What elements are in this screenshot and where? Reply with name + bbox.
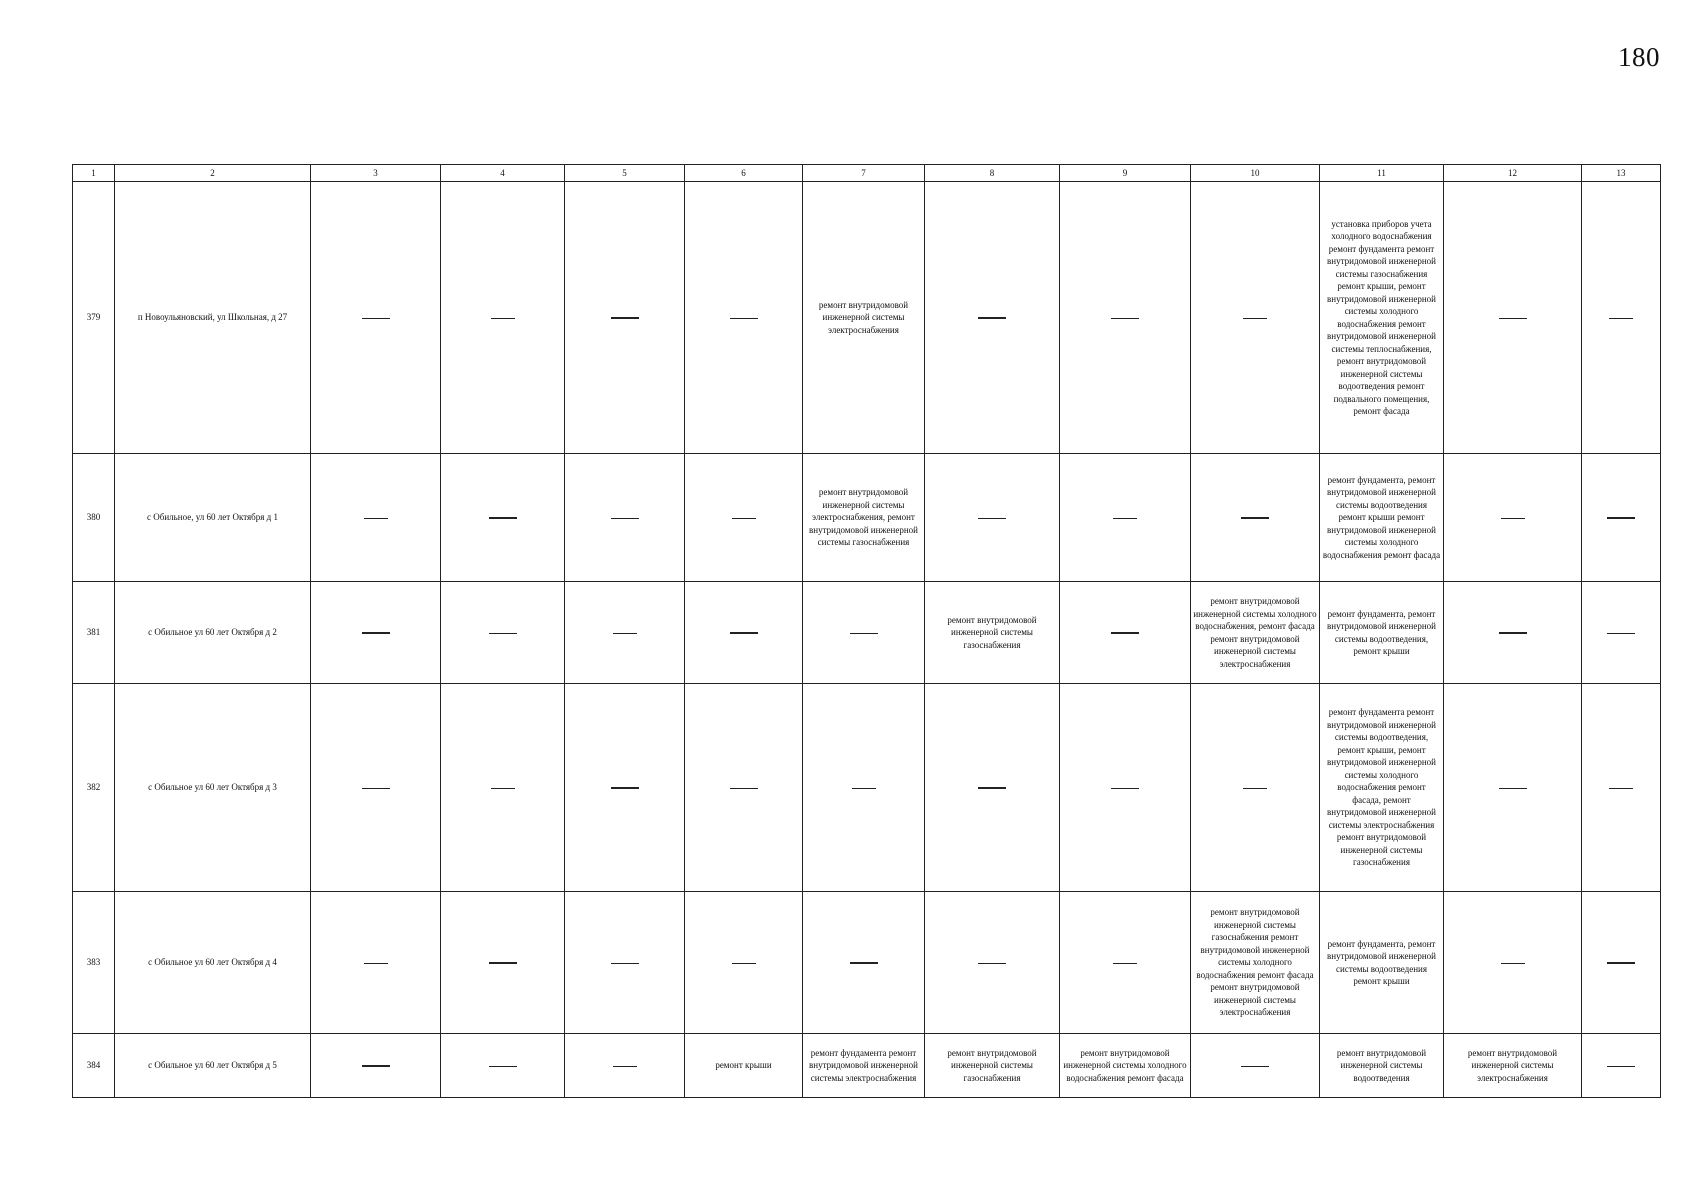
dash-mark [1501, 963, 1525, 964]
dash-mark [1607, 633, 1635, 634]
empty-cell [685, 582, 803, 684]
empty-cell [1060, 582, 1191, 684]
dash-mark [978, 963, 1006, 964]
work-type-cell: ремонт внутридомовой инженерной системы газоснабжения ремонт внутридомовой инженерной системы холодного водоснабжения ремонт фасада ремонт внутридомовой инженерной системы электроснабжения [1191, 892, 1320, 1034]
work-type-cell: ремонт внутридомовой инженерной системы газоснабжения [925, 582, 1060, 684]
dash-mark [732, 963, 756, 964]
empty-cell [925, 182, 1060, 454]
dash-mark [611, 518, 639, 519]
empty-cell [565, 892, 685, 1034]
empty-cell [685, 182, 803, 454]
dash-mark [1499, 318, 1527, 319]
empty-cell [565, 454, 685, 582]
work-type-cell: ремонт внутридомовой инженерной системы холодного водоснабжения, ремонт фасада ремонт внутридомовой инженерной системы электроснабжения [1191, 582, 1320, 684]
empty-cell [565, 1034, 685, 1098]
empty-cell [311, 684, 441, 892]
empty-cell [1060, 684, 1191, 892]
table-row [73, 182, 1661, 454]
work-type-cell: установка приборов учета холодного водоснабжения ремонт фундамента ремонт внутридомовой инженерной системы газоснабжения ремонт крыши, ремонт внутридомовой инженерной системы холодного водоснабжения ремонт внутридомовой инженерной системы теплоснабжения, ремонт внутридомовой инженерной системы водоотведения ремонт подвального помещения, ремонт фасада [1320, 182, 1444, 454]
column-number-row [73, 165, 1661, 182]
dash-mark [1243, 788, 1267, 789]
empty-cell [803, 582, 925, 684]
column-header: 8 [925, 165, 1060, 182]
dash-mark [730, 632, 758, 634]
dash-mark [1607, 962, 1635, 964]
dash-mark [1113, 963, 1137, 964]
empty-cell [1582, 892, 1661, 1034]
dash-mark [978, 787, 1006, 789]
empty-cell [1582, 182, 1661, 454]
empty-cell [925, 454, 1060, 582]
table-row [73, 1034, 1661, 1098]
dash-mark [1111, 632, 1139, 634]
work-type-cell: ремонт фундамента, ремонт внутридомовой инженерной системы водоотведения ремонт крыши [1320, 892, 1444, 1034]
dash-mark [611, 787, 639, 789]
empty-cell [1444, 182, 1582, 454]
dash-mark [978, 518, 1006, 519]
work-type-cell: ремонт крыши [685, 1034, 803, 1098]
dash-mark [732, 518, 756, 519]
row-number: 383 [73, 892, 115, 1034]
empty-cell [1060, 182, 1191, 454]
dash-mark [1607, 517, 1635, 519]
dash-mark [1609, 318, 1633, 319]
empty-cell [311, 182, 441, 454]
empty-cell [803, 892, 925, 1034]
column-header: 2 [115, 165, 311, 182]
dash-mark [362, 632, 390, 634]
row-number: 384 [73, 1034, 115, 1098]
table-row [73, 582, 1661, 684]
empty-cell [1191, 1034, 1320, 1098]
address-cell: с Обильное ул 60 лет Октября д 3 [115, 684, 311, 892]
dash-mark [362, 788, 390, 789]
empty-cell [925, 684, 1060, 892]
empty-cell [441, 582, 565, 684]
column-header: 13 [1582, 165, 1661, 182]
dash-mark [1111, 318, 1139, 319]
empty-cell [311, 454, 441, 582]
row-number: 381 [73, 582, 115, 684]
column-header: 9 [1060, 165, 1191, 182]
empty-cell [565, 684, 685, 892]
dash-mark [491, 318, 515, 319]
empty-cell [685, 892, 803, 1034]
empty-cell [311, 582, 441, 684]
dash-mark [1111, 788, 1139, 789]
address-cell: с Обильное, ул 60 лет Октября д 1 [115, 454, 311, 582]
row-number: 380 [73, 454, 115, 582]
empty-cell [685, 684, 803, 892]
dash-mark [730, 788, 758, 789]
empty-cell [311, 892, 441, 1034]
column-header: 4 [441, 165, 565, 182]
work-type-cell: ремонт внутридомовой инженерной системы водоотведения [1320, 1034, 1444, 1098]
dash-mark [489, 1066, 517, 1067]
dash-mark [362, 1065, 390, 1067]
dash-mark [1113, 518, 1137, 519]
empty-cell [1444, 582, 1582, 684]
empty-cell [925, 892, 1060, 1034]
address-cell: п Новоульяновский, ул Школьная, д 27 [115, 182, 311, 454]
empty-cell [1582, 1034, 1661, 1098]
address-cell: с Обильное ул 60 лет Октября д 2 [115, 582, 311, 684]
work-type-cell: ремонт внутридомовой инженерной системы газоснабжения [925, 1034, 1060, 1098]
empty-cell [441, 182, 565, 454]
work-type-cell: ремонт фундамента, ремонт внутридомовой инженерной системы водоотведения ремонт крыши ремонт внутридомовой инженерной системы холодного водоснабжения ремонт фасада [1320, 454, 1444, 582]
dash-mark [850, 633, 878, 634]
dash-mark [1241, 1066, 1269, 1067]
work-type-cell: ремонт фундамента ремонт внутридомовой инженерной системы водоотведения, ремонт крыши, ремонт внутридомовой инженерной системы холодного водоснабжения ремонт фасада, ремонт внутридомовой инженерной системы электроснабжения ремонт внутридомовой инженерной системы газоснабжения [1320, 684, 1444, 892]
empty-cell [803, 684, 925, 892]
column-header: 10 [1191, 165, 1320, 182]
empty-cell [685, 454, 803, 582]
column-header: 11 [1320, 165, 1444, 182]
empty-cell [1582, 454, 1661, 582]
empty-cell [1191, 454, 1320, 582]
table-row [73, 684, 1661, 892]
dash-mark [1241, 517, 1269, 519]
capital-repair-table [72, 164, 1661, 1098]
empty-cell [441, 1034, 565, 1098]
work-type-cell: ремонт внутридомовой инженерной системы холодного водоснабжения ремонт фасада [1060, 1034, 1191, 1098]
page-number: 180 [1618, 42, 1660, 72]
dash-mark [1499, 632, 1527, 634]
dash-mark [491, 788, 515, 789]
row-number: 379 [73, 182, 115, 454]
dash-mark [489, 633, 517, 634]
empty-cell [1060, 892, 1191, 1034]
dash-mark [1609, 788, 1633, 789]
empty-cell [441, 454, 565, 582]
dash-mark [730, 318, 758, 319]
column-header: 5 [565, 165, 685, 182]
empty-cell [1582, 684, 1661, 892]
dash-mark [613, 1066, 637, 1067]
empty-cell [311, 1034, 441, 1098]
dash-mark [364, 963, 388, 964]
empty-cell [1444, 892, 1582, 1034]
empty-cell [441, 892, 565, 1034]
dash-mark [978, 317, 1006, 319]
dash-mark [1607, 1066, 1635, 1067]
work-type-cell: ремонт внутридомовой инженерной системы электроснабжения [1444, 1034, 1582, 1098]
empty-cell [1191, 684, 1320, 892]
work-type-cell: ремонт внутридомовой инженерной системы электроснабжения, ремонт внутридомовой инженерной системы газоснабжения [803, 454, 925, 582]
empty-cell [1444, 454, 1582, 582]
column-header: 12 [1444, 165, 1582, 182]
dash-mark [1499, 788, 1527, 789]
work-type-cell: ремонт фундамента ремонт внутридомовой инженерной системы электроснабжения [803, 1034, 925, 1098]
dash-mark [362, 318, 390, 319]
row-number: 382 [73, 684, 115, 892]
dash-mark [489, 962, 517, 964]
column-header: 1 [73, 165, 115, 182]
dash-mark [611, 317, 639, 319]
dash-mark [611, 963, 639, 964]
empty-cell [565, 182, 685, 454]
dash-mark [364, 518, 388, 519]
dash-mark [1501, 518, 1525, 519]
dash-mark [1243, 318, 1267, 319]
address-cell: с Обильное ул 60 лет Октября д 5 [115, 1034, 311, 1098]
work-type-cell: ремонт фундамента, ремонт внутридомовой инженерной системы водоотведения, ремонт крыши [1320, 582, 1444, 684]
empty-cell [1060, 454, 1191, 582]
column-header: 7 [803, 165, 925, 182]
empty-cell [1582, 582, 1661, 684]
empty-cell [565, 582, 685, 684]
table-row [73, 454, 1661, 582]
address-cell: с Обильное ул 60 лет Октября д 4 [115, 892, 311, 1034]
table-row [73, 892, 1661, 1034]
empty-cell [1191, 182, 1320, 454]
work-type-cell: ремонт внутридомовой инженерной системы электроснабжения [803, 182, 925, 454]
column-header: 6 [685, 165, 803, 182]
dash-mark [489, 517, 517, 519]
column-header: 3 [311, 165, 441, 182]
empty-cell [441, 684, 565, 892]
dash-mark [850, 962, 878, 964]
dash-mark [852, 788, 876, 789]
empty-cell [1444, 684, 1582, 892]
dash-mark [613, 633, 637, 634]
